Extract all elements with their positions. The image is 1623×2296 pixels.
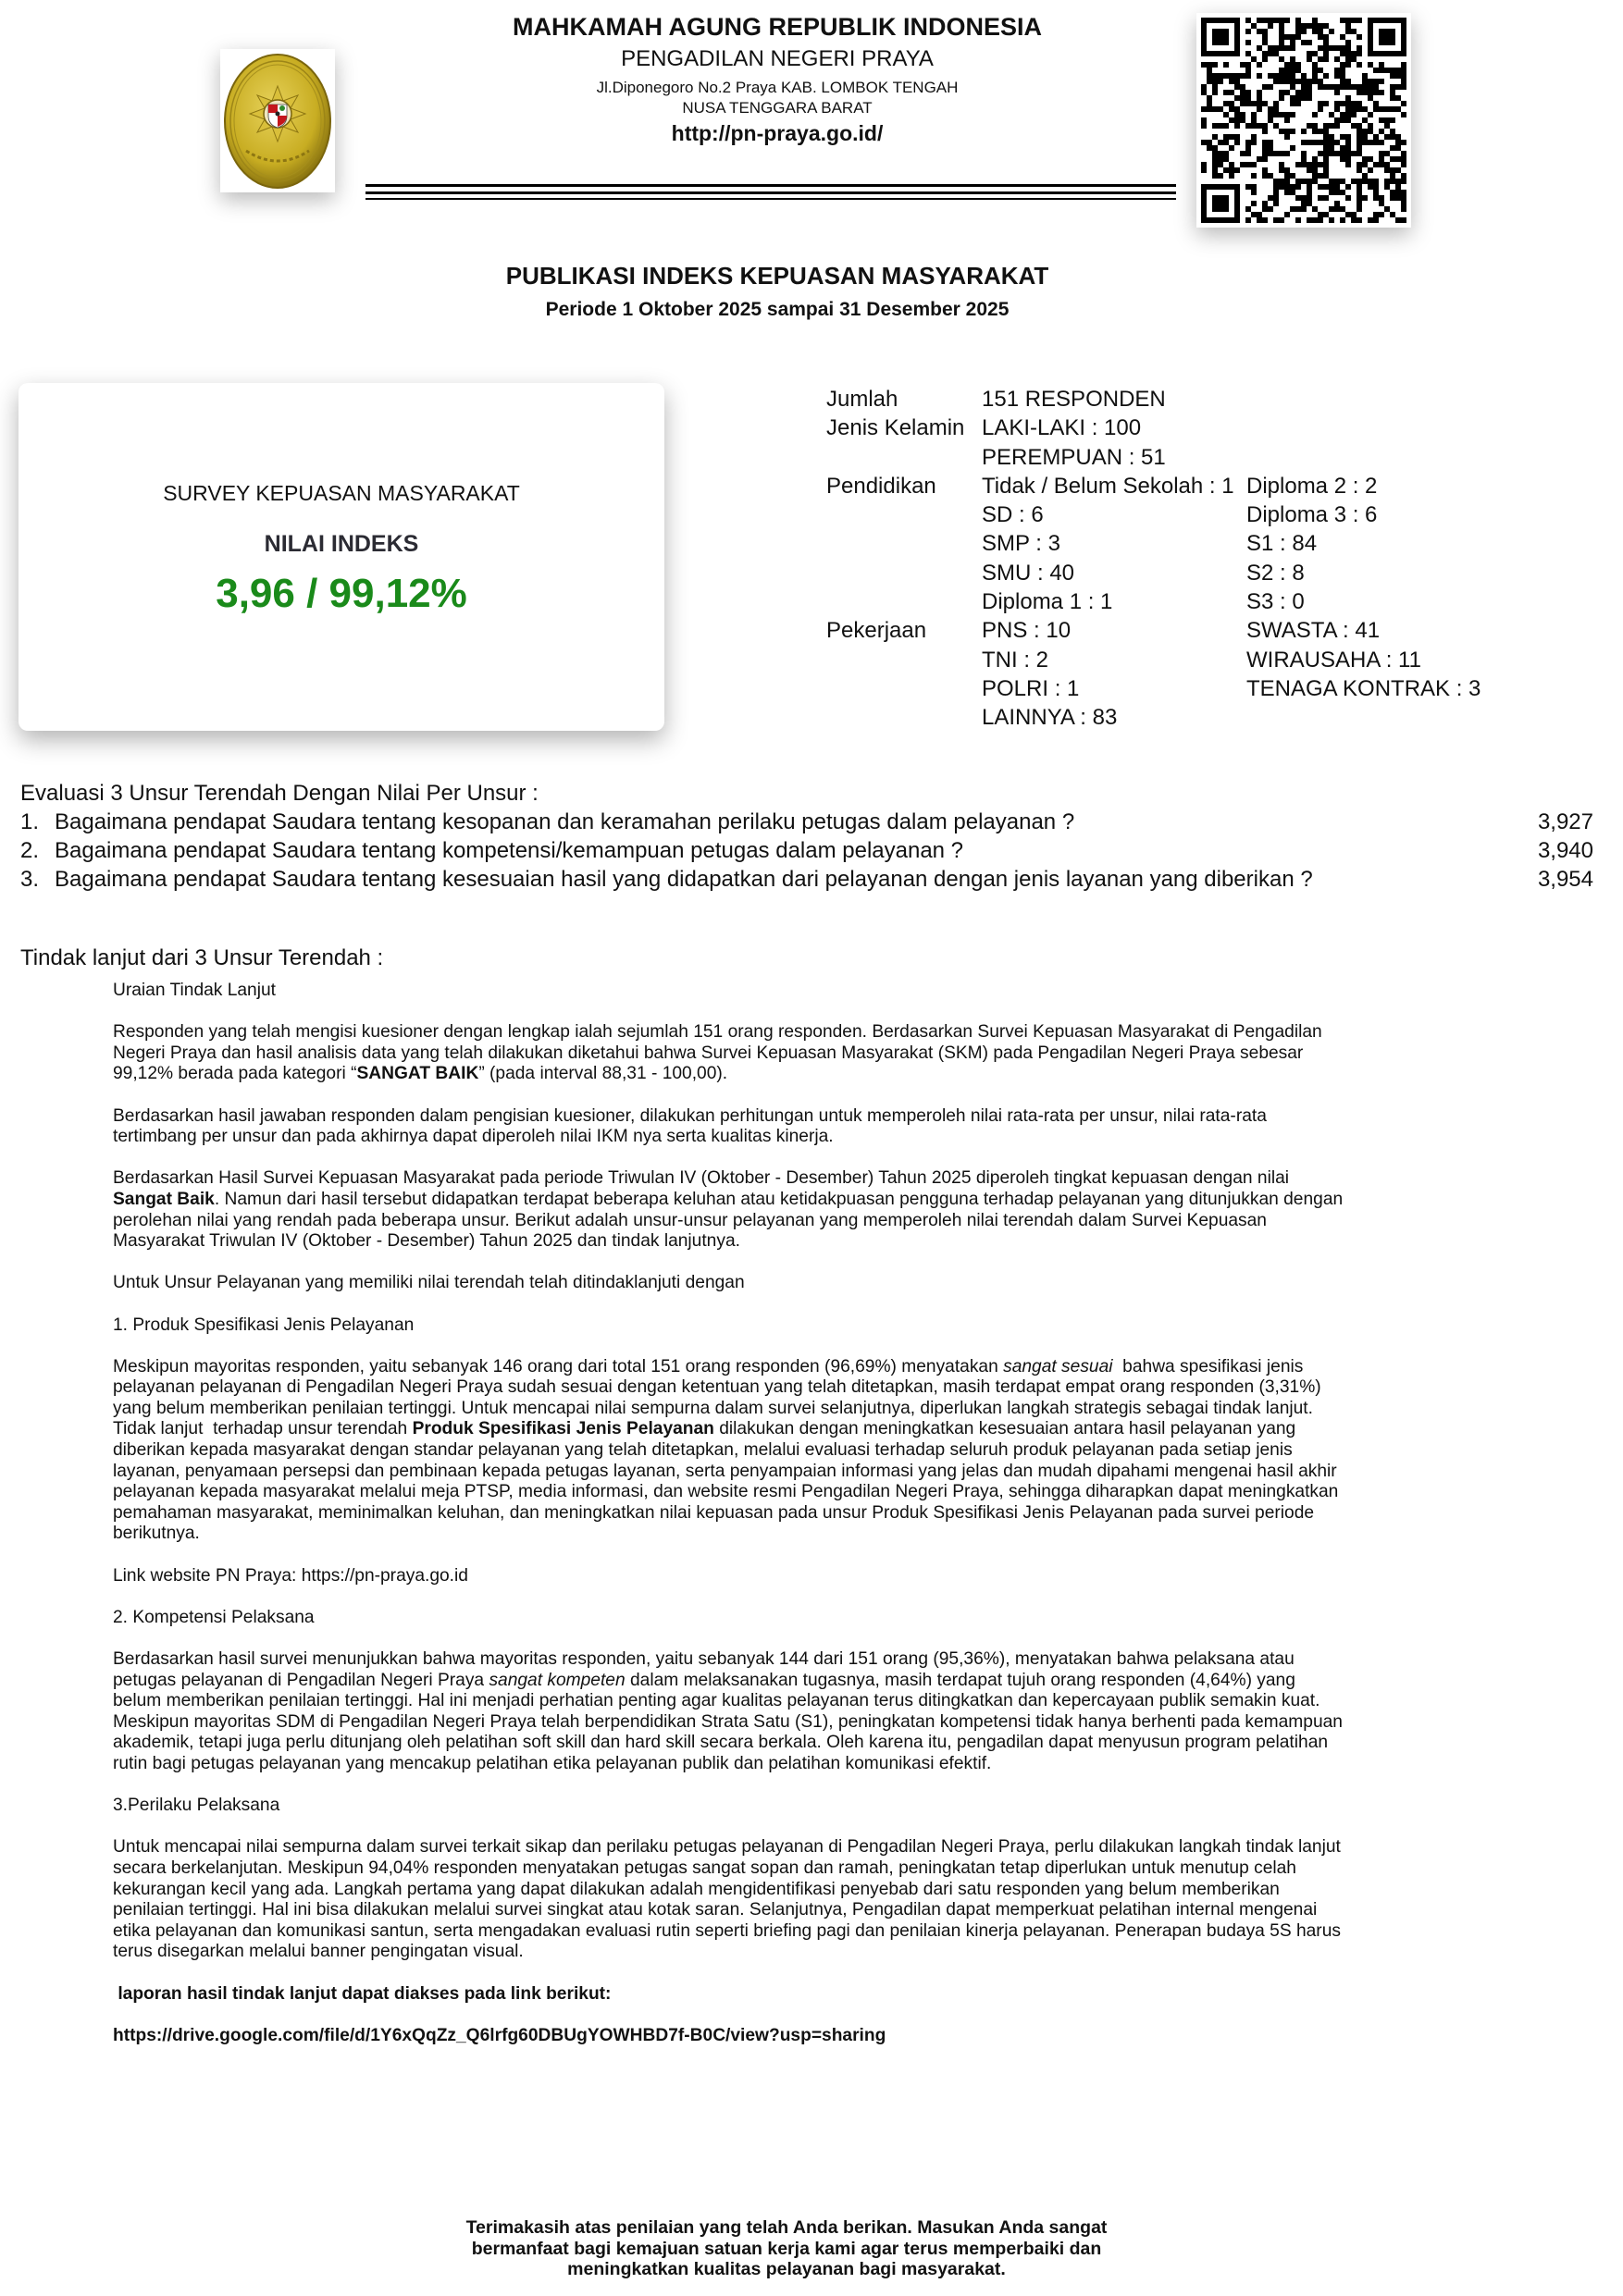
page-title: PUBLIKASI INDEKS KEPUASAN MASYARAKAT (505, 262, 1049, 290)
text-segment: Meskipun mayoritas responden, yaitu sebanyak 146 orang dari total 151 orang responden (96,69%) menyatakan (113, 1356, 1004, 1376)
thank-you-note (389, 2217, 1184, 2280)
text-line: Masyarakat Triwulan IV (Oktober - Desember) Tahun 2025 dan tindak lanjutnya. (113, 1231, 740, 1252)
respondent-row-value-secondary: WIRAUSAHA : 11 (1246, 647, 1421, 673)
respondent-row-value-secondary: S3 : 0 (1246, 589, 1305, 615)
item-question: Bagaimana pendapat Saudara tentang kompetensi/kemampuan petugas dalam pelayanan ? (55, 838, 964, 863)
respondent-row-value-secondary: SWASTA : 41 (1246, 618, 1381, 644)
text-line: perolehan nilai yang rendah pada beberapa unsur. Berikut adalah unsur-unsur pelayanan yang memperoleh nilai terendah dalam Survei Kepuasan (113, 1210, 1267, 1230)
text-line (113, 1357, 1501, 1378)
respondent-row-value: TNI : 2 (982, 647, 1049, 673)
text-line: yang belum memberikan penilaian tertinggi. Untuk mencapai nilai sempurna dalam survei selanjutnya, diperlukan langkah strategis sebagai tindak lanjut. (113, 1398, 1313, 1418)
qr-code (1196, 13, 1411, 228)
text-line: belum memberikan penilaian tertinggi. Hal ini menjadi perhatian penting agar kualitas pelayanan terus ditingkatkan dan kepercayaan publik semakin kuat. (113, 1691, 1320, 1711)
text-line: Berdasarkan hasil survei menunjukkan bahwa mayoritas responden, yaitu sebanyak 144 dari 151 orang (95,36%), menyatakan bahwa pelaksana atau (113, 1649, 1295, 1669)
section-3-title: 3.Perilaku Pelaksana (113, 1796, 280, 1816)
follow-up-body (113, 981, 1501, 2068)
footer-line: Terimakasih atas penilaian yang telah Anda berikan. Masukan Anda sangat (465, 2217, 1108, 2238)
respondent-row-label: Jenis Kelamin (826, 415, 965, 441)
qr-code-icon (1201, 18, 1406, 223)
respondent-row-value-secondary: TENAGA KONTRAK : 3 (1246, 675, 1481, 701)
footer-line: bermanfaat bagi kemajuan satuan kerja kami agar terus memperbaiki dan (471, 2238, 1102, 2259)
section-1-title: 1. Produk Spesifikasi Jenis Pelayanan (113, 1315, 415, 1335)
survey-label: SURVEY KEPUASAN MASYARAKAT (163, 481, 520, 505)
text-line: Responden yang telah mengisi kuesioner dengan lengkap ialah sejumlah 151 orang responden. Berdasarkan Survei Kepuasan Masyarakat di Pengadilan (113, 1022, 1322, 1043)
respondent-row-value-secondary: Diploma 3 : 6 (1246, 502, 1378, 528)
respondent-row-label: Pendidikan (826, 473, 936, 499)
respondent-row-value: Diploma 1 : 1 (982, 589, 1113, 615)
text-line (113, 1419, 1501, 1440)
text-line: Berdasarkan Hasil Survei Kepuasan Masyarakat pada periode Triwulan IV (Oktober - Desember) Tahun 2025 diperoleh tingkat kepuasan dengan nilai (113, 1168, 1290, 1189)
text-line: penilaian tertinggi. Hal ini bisa dilakukan melalui survei singkat atau kotak saran. Selanjutnya, Pengadilan dapat memperkuat pelatihan internal mengenai (113, 1900, 1318, 1920)
paragraph-respondents (113, 1022, 1501, 1085)
respondent-row-value: PEREMPUAN : 51 (982, 444, 1166, 470)
evaluation-section (20, 779, 1593, 894)
respondent-row-label: Jumlah (826, 387, 898, 412)
evaluation-item (20, 808, 1593, 836)
index-label: NILAI INDEKS (264, 531, 419, 557)
italic-emphasis: sangat sesuai (1003, 1356, 1113, 1376)
follow-up-heading: Tindak lanjut dari 3 Unsur Terendah : (20, 945, 384, 970)
text-line: rutin bagi petugas pelayanan yang mencakup pelatihan etika pelayanan publik dan pelatihan komunikasi efektif. (113, 1753, 992, 1773)
mahkamah-agung-emblem-icon (220, 49, 335, 192)
respondent-row-value: SMP : 3 (982, 531, 1060, 557)
paragraph-calculation (113, 1106, 1501, 1148)
website-link[interactable]: Link website PN Praya: https://pn-praya.go.id (113, 1565, 468, 1586)
footer-line: meningkatkan kualitas pelayanan bagi masyarakat. (567, 2259, 1006, 2279)
court-address-line1: Jl.Diponegoro No.2 Praya KAB. LOMBOK TENGAH (596, 79, 959, 96)
text-segment: dalam melaksanakan tugasnya, masih terdapat tujuh orang responden (4,64%) yang (625, 1670, 1295, 1690)
text-line: Meskipun mayoritas SDM di Pengadilan Negeri Praya telah berpendidikan Strata Satu (S1), peningkatan kompetensi tidak hanya berhenti pada kemampuan (113, 1711, 1343, 1732)
italic-emphasis: sangat kompeten (489, 1670, 626, 1690)
court-name: PENGADILAN NEGERI PRAYA (621, 46, 934, 71)
item-number: 1. (20, 809, 40, 834)
item-number: 3. (20, 867, 40, 892)
text-line: pemahaman masyarakat, meminimalkan keluhan, dan meningkatkan nilai kepuasan pada unsur Produk Spesifikasi Jenis Pelayanan pada survei periode (113, 1502, 1315, 1523)
bold-emphasis: Produk Spesifikasi Jenis Pelayanan (412, 1419, 714, 1439)
index-card (19, 383, 664, 731)
item-number: 2. (20, 838, 40, 863)
text-line (113, 1064, 1501, 1085)
evaluation-heading: Evaluasi 3 Unsur Terendah Dengan Nilai Per Unsur : (20, 781, 539, 806)
text-segment: petugas pelayanan di Pengadilan Negeri Praya (113, 1670, 489, 1690)
respondent-row-value: POLRI : 1 (982, 675, 1080, 701)
section-2-title: 2. Kompetensi Pelaksana (113, 1607, 315, 1627)
text-line (113, 1671, 1501, 1692)
text-segment: . Namun dari hasil tersebut didapatkan terdapat beberapa keluhan atau ketidakpuasan pengguna terhadap pelayanan yang ditunjukkan dengan (214, 1189, 1344, 1209)
item-question: Bagaimana pendapat Saudara tentang kesopanan dan keramahan perilaku petugas dalam pelayanan ? (55, 809, 1075, 834)
respondent-row-value: 151 RESPONDEN (982, 387, 1166, 412)
text-line: layanan, penyamaan persepsi dan pembinaan kepada petugas layanan, serta penyampaian informasi yang jelas dan mudah dipahami mengenai hasil akhir (113, 1461, 1337, 1481)
section-3-body (113, 1837, 1501, 1963)
text-line: berikutnya. (113, 1524, 200, 1544)
respondent-row-value: LAINNYA : 83 (982, 705, 1118, 731)
respondent-row-value: SD : 6 (982, 502, 1044, 528)
category-emphasis: SANGAT BAIK (356, 1064, 479, 1084)
text-line: akademik, tetapi juga perlu ditunjang oleh pelatihan soft skill dan hard skill secara berkala. Oleh karena itu, pengadilan dapat menyusun program pelatihan (113, 1733, 1329, 1753)
follow-up-subheading: Uraian Tindak Lanjut (113, 981, 276, 1000)
respondent-row-value-secondary: S1 : 84 (1246, 531, 1318, 557)
text-line: pelayanan pelayanan di Pengadilan Negeri Praya sudah sesuai dengan ketentuan yang telah ditetapkan, masih terdapat empat orang responden (3,31%) (113, 1377, 1321, 1398)
text-line: Negeri Praya dan hasil analisis data yang telah dilakukan diketahui bahwa Survei Kepuasan Masyarakat (SKM) pada Pengadilan Negeri Praya sebesar (113, 1043, 1304, 1063)
evaluation-item (20, 865, 1593, 894)
text-line (113, 1190, 1501, 1211)
court-address-line2: NUSA TENGGARA BARAT (682, 99, 873, 117)
report-drive-link[interactable]: https://drive.google.com/file/d/1Y6xQqZz_Q6lrfg60DBUgYOWHBD7f-B0C/view?usp=sharing (113, 2025, 886, 2045)
text-segment: bahwa spesifikasi jenis (1112, 1356, 1304, 1376)
text-segment: Tidak lanjut terhadap unsur terendah (113, 1419, 413, 1439)
index-value: 3,96 / 99,12% (216, 571, 467, 616)
text-line: Berdasarkan hasil jawaban responden dalam pengisian kuesioner, dilakukan perhitungan untuk memperoleh nilai rata-rata per unsur, nilai rata-rata (113, 1105, 1267, 1126)
text-segment: ” (pada interval 88,31 - 100,00). (478, 1064, 728, 1084)
respondent-row-value-secondary: Diploma 2 : 2 (1246, 473, 1378, 499)
text-line: secara berkelanjutan. Meskipun 94,04% responden menyatakan petugas sangat sopan dan ramah, peningkatan tetap diperlukan untuk menutup celah (113, 1858, 1296, 1878)
court-website-link[interactable]: http://pn-praya.go.id/ (671, 121, 884, 145)
period-subtitle: Periode 1 Oktober 2025 sampai 31 Desember 2025 (545, 299, 1010, 320)
respondent-row-value: PNS : 10 (982, 618, 1072, 644)
item-question: Bagaimana pendapat Saudara tentang kesesuaian hasil yang didapatkan dari pelayanan dengan jenis layanan yang diberikan ? (55, 867, 1313, 892)
rating-emphasis: Sangat Baik (113, 1189, 215, 1209)
respondent-row-value: Tidak / Belum Sekolah : 1 (982, 473, 1234, 499)
evaluation-item (20, 836, 1593, 865)
paragraph-intro: Untuk Unsur Pelayanan yang memiliki nilai terendah telah ditindaklanjuti dengan (113, 1273, 745, 1293)
respondent-row-value: SMU : 40 (982, 560, 1075, 586)
text-line: pelayanan kepada masyarakat melalui meja PTSP, media informasi, dan website resmi Pengadilan Negeri Praya, sehingga diharapkan dapat meningkatkan (113, 1482, 1339, 1502)
header-divider (365, 181, 1176, 200)
text-line: kekurangan kecil yang ada. Langkah pertama yang dapat dilakukan adalah mengidentifikasi penyebab dari satu responden yang belum memberikan (113, 1879, 1280, 1899)
item-value: 3,954 (1537, 867, 1593, 892)
section-2-body (113, 1649, 1501, 1775)
respondent-row-value: LAKI-LAKI : 100 (982, 415, 1142, 441)
item-value: 3,940 (1537, 838, 1593, 863)
text-line: etika pelayanan dan komunikasi santun, serta mengadakan evaluasi rutin seperti briefing pagi dan penilaian kinerja pelayanan. Penerapan budaya 5S harus (113, 1920, 1341, 1941)
court-logo (220, 49, 335, 192)
section-1-body (113, 1357, 1501, 1545)
text-line: terus disegarkan melalui banner pengingatan visual. (113, 1942, 524, 1962)
text-line: Untuk mencapai nilai sempurna dalam survei terkait sikap dan perilaku petugas pelayanan di Pengadilan Negeri Praya, perlu dilakukan langkah tindak lanjut (113, 1837, 1341, 1858)
report-link-label: laporan hasil tindak lanjut dapat diakses pada link berikut: (113, 1983, 612, 2004)
text-segment: 99,12% berada pada kategori “ (113, 1064, 357, 1084)
institution-name: MAHKAMAH AGUNG REPUBLIK INDONESIA (513, 13, 1042, 41)
text-line: diberikan kepada masyarakat dengan standar pelayanan yang telah ditetapkan, melalui evaluasi terhadap seluruh produk pelayanan pada setiap jenis (113, 1440, 1293, 1461)
text-segment: dilakukan dengan meningkatkan kesesuaian antara hasil pelayanan yang (713, 1419, 1296, 1439)
text-line: tertimbang per unsur dan pada akhirnya dapat diperoleh nilai IKM nya serta kualitas kinerja. (113, 1127, 834, 1147)
respondent-row-value-secondary: S2 : 8 (1246, 560, 1305, 586)
item-value: 3,927 (1537, 809, 1593, 834)
respondent-row-label: Pekerjaan (826, 618, 927, 644)
paragraph-results (113, 1168, 1501, 1252)
